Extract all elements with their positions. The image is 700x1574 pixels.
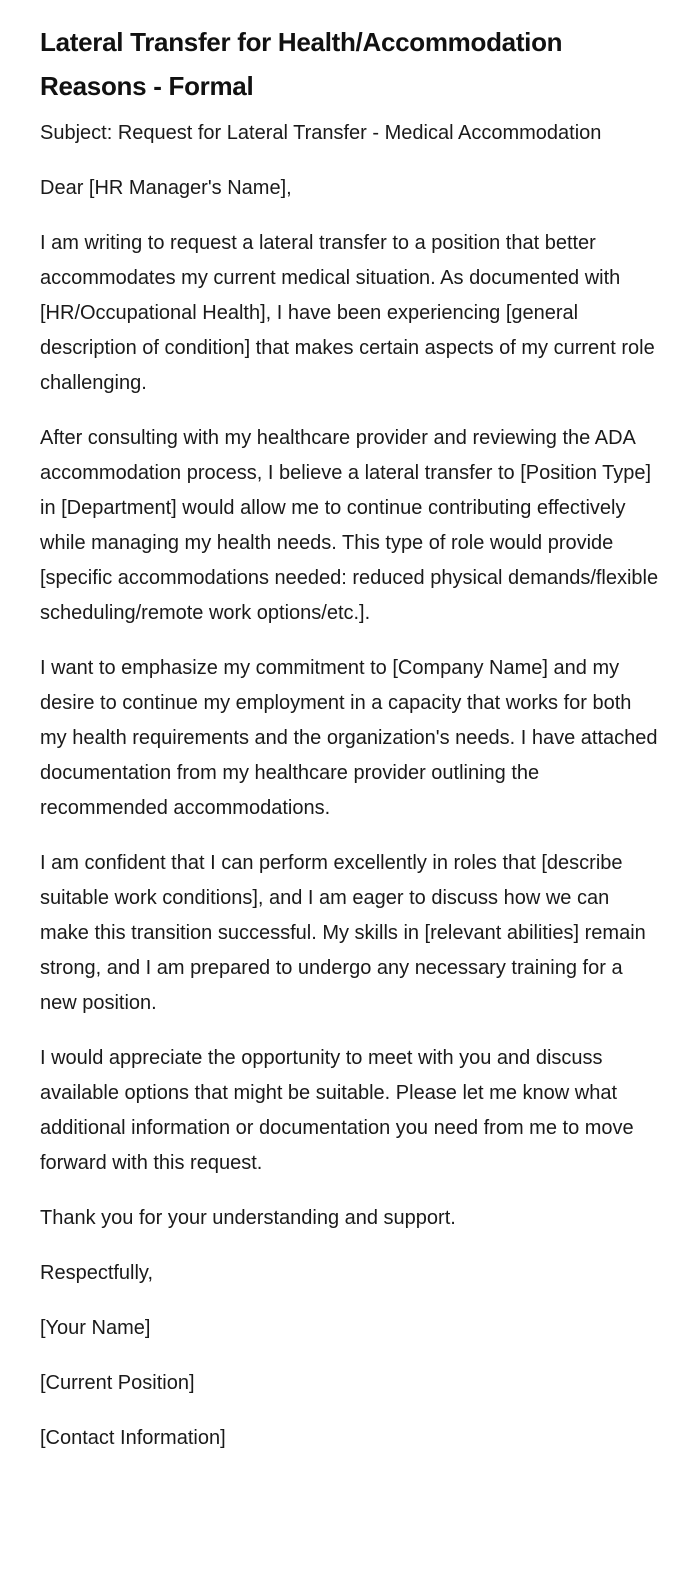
body-paragraph: After consulting with my healthcare provider and reviewing the ADA accommodation process, I believe a lateral transfer to [Position Type] in [Department] would allow me to continue contributing effectively while managing my health needs. This type of role would provide [specific accommodations needed: reduced physical demands/flexible scheduling/remote work options/etc.]. [40,427,659,624]
document-title: Lateral Transfer for Health/Accommodation Reasons - Formal [40,27,563,101]
body-paragraph: I am confident that I can perform excellently in roles that [describe suitable work conditions], and I am eager to discuss how we can make this transition successful. My skills in [relevant abilities] remain strong, and I am prepared to undergo any necessary training for a new position. [40,852,646,1014]
subject-line: Subject: Request for Lateral Transfer - Medical Accommodation [40,122,602,144]
salutation: Dear [HR Manager's Name], [40,177,292,199]
signature-contact: [Contact Information] [40,1427,226,1449]
signature-position: [Current Position] [40,1372,195,1394]
closing: Respectfully, [40,1262,154,1284]
body-paragraph: I am writing to request a lateral transfer to a position that better accommodates my current medical situation. As documented with [HR/Occupational Health], I have been experiencing [general description of condition] that makes certain aspects of my current role challenging. [40,232,655,394]
body-paragraph: I would appreciate the opportunity to meet with you and discuss available options that might be suitable. Please let me know what additional information or documentation you need from me to move forward with this request. [40,1047,634,1174]
body-paragraph: I want to emphasize my commitment to [Company Name] and my desire to continue my employment in a capacity that works for both my health requirements and the organization's needs. I have attached documentation from my healthcare provider outlining the recommended accommodations. [40,657,658,819]
thank-you-line: Thank you for your understanding and support. [40,1207,456,1229]
signature-name: [Your Name] [40,1317,151,1339]
